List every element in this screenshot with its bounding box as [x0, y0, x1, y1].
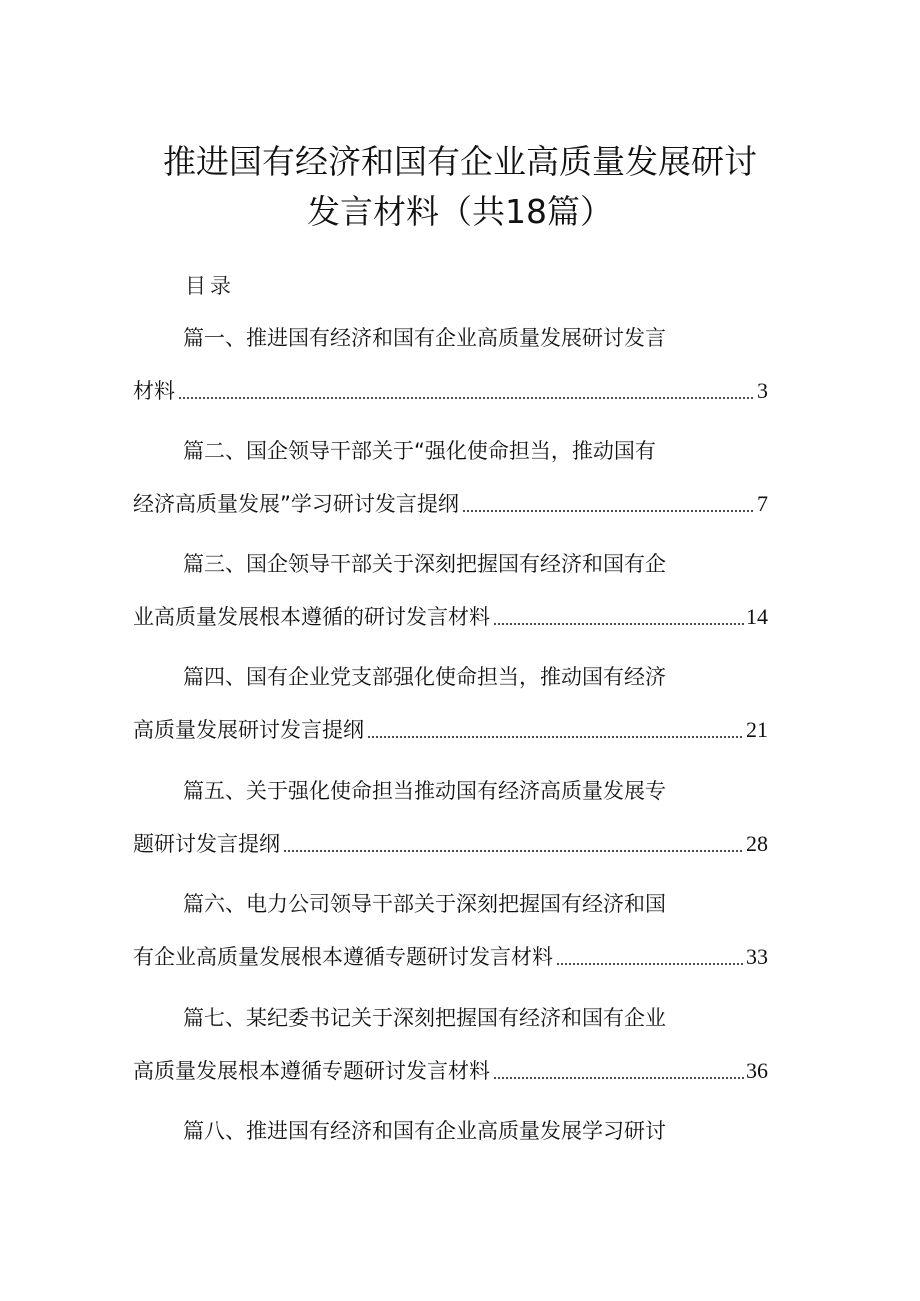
toc-entry-title-cont: 业高质量发展根本遵循的研讨发言材料	[133, 605, 490, 629]
toc-page-number: 28	[746, 831, 768, 856]
toc-entry-title-cont: 材料	[133, 379, 175, 403]
toc-entry-title: 篇三、国企领导干部关于深刻把握国有经济和国有企	[183, 552, 666, 576]
dot-leader	[367, 736, 744, 738]
toc-entry-title-cont: 高质量发展研讨发言提纲	[133, 718, 364, 742]
toc-entry-continuation	[133, 715, 768, 745]
dot-leader	[283, 850, 744, 852]
toc-entry-continuation	[133, 829, 768, 859]
toc-page-number: 7	[757, 491, 768, 516]
toc-page-number: 33	[746, 944, 768, 969]
dot-leader	[493, 623, 744, 625]
toc-entry-title-cont: 题研讨发言提纲	[133, 832, 280, 856]
toc-page-number: 21	[746, 717, 768, 742]
toc-entry-title: 篇七、某纪委书记关于深刻把握国有经济和国有企业	[183, 1006, 666, 1030]
toc-entry-title: 篇一、推进国有经济和国有企业高质量发展研讨发言	[183, 326, 666, 350]
toc-entry-continuation	[133, 1056, 768, 1086]
dot-leader	[556, 963, 744, 965]
dot-leader	[178, 397, 755, 399]
toc-page-number: 36	[746, 1058, 768, 1083]
toc-entry-title: 篇四、国有企业党支部强化使命担当，推动国有经济	[183, 665, 666, 689]
toc-entry-title: 篇五、关于强化使命担当推动国有经济高质量发展专	[183, 779, 666, 803]
toc-page-number: 14	[746, 604, 768, 629]
dot-leader	[493, 1077, 744, 1079]
toc-heading: 目录	[185, 274, 235, 298]
toc-entry-continuation	[133, 376, 768, 406]
document-title-line2: 发言材料（共18篇）	[307, 192, 613, 231]
toc-entry-continuation	[133, 942, 768, 972]
toc-entry-continuation	[133, 489, 768, 519]
toc-entry-title-cont: 有企业高质量发展根本遵循专题研讨发言材料	[133, 945, 553, 969]
toc-entry-title: 篇八、推进国有经济和国有企业高质量发展学习研讨	[183, 1119, 666, 1143]
toc-entry-title-cont: 经济高质量发展”学习研讨发言提纲	[133, 492, 459, 516]
toc-entry-title-cont: 高质量发展根本遵循专题研讨发言材料	[133, 1059, 490, 1083]
toc-entry-continuation	[133, 602, 768, 632]
dot-leader	[462, 510, 755, 512]
toc-entry-title: 篇二、国企领导干部关于“强化使命担当，推动国有	[183, 439, 656, 463]
toc-entry-title: 篇六、电力公司领导干部关于深刻把握国有经济和国	[183, 892, 666, 916]
toc-page-number: 3	[757, 378, 768, 403]
document-title-line1: 推进国有经济和国有企业高质量发展研讨	[163, 142, 757, 181]
